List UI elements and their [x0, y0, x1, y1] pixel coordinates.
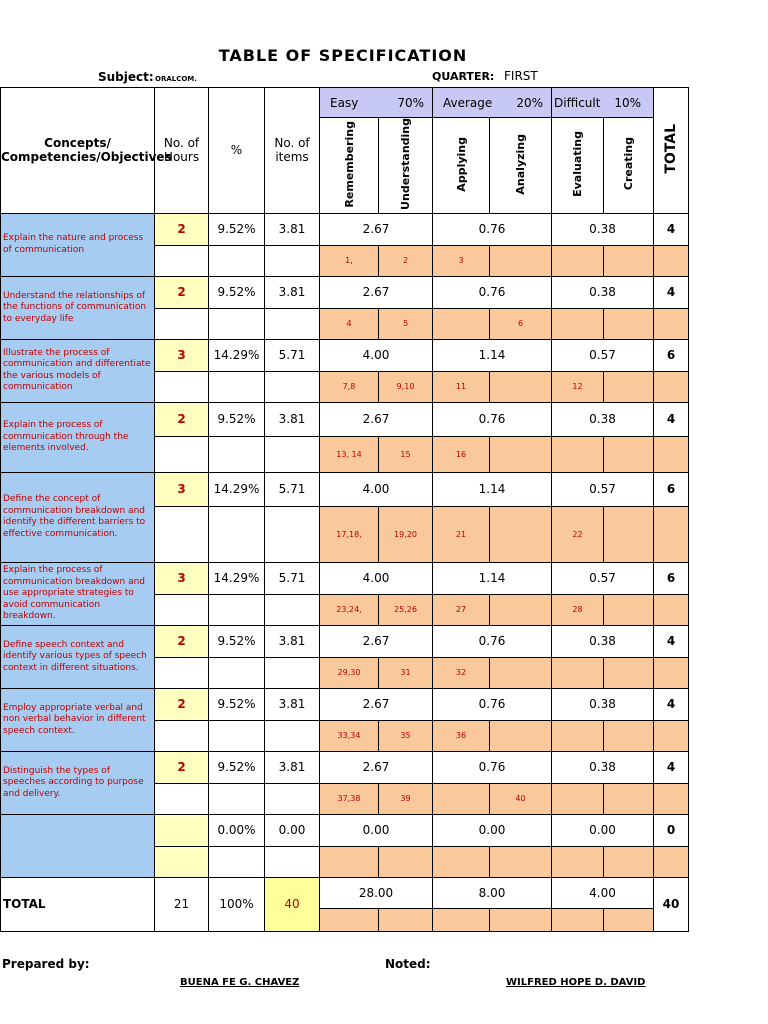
applying-items: 11 — [433, 371, 490, 402]
remembering-items: 29,30 — [320, 657, 379, 688]
blank-cell — [379, 908, 433, 931]
evaluating-items — [552, 308, 604, 339]
header-easy — [320, 88, 433, 118]
blank-cell — [155, 436, 209, 472]
remembering-items — [320, 846, 379, 877]
evaluating-items — [552, 783, 604, 814]
row-total: 4 — [654, 402, 689, 436]
header-percent: % — [209, 88, 265, 214]
average-value: 0.76 — [433, 625, 552, 657]
blank-cell — [654, 783, 689, 814]
easy-value: 4.00 — [320, 339, 433, 371]
items-cell: 3.81 — [265, 688, 320, 720]
noted-name: WILFRED HOPE D. DAVID — [506, 977, 646, 988]
easy-value: 2.67 — [320, 402, 433, 436]
competency-row — [1, 814, 689, 846]
difficult-value: 0.38 — [552, 751, 654, 783]
average-label: Average — [443, 95, 493, 110]
remembering-items: 17,18, — [320, 506, 379, 562]
prepared-name: BUENA FE G. CHAVEZ — [180, 977, 300, 988]
header-understanding: Understanding — [379, 118, 433, 214]
quarter-value: FIRST — [504, 69, 538, 83]
remembering-items: 33,34 — [320, 720, 379, 751]
competency-text: Illustrate the process of communication and differentiate the various models of communication — [1, 339, 155, 402]
competency-text: Explain the nature and process of communication — [1, 213, 155, 276]
blank-cell — [552, 908, 604, 931]
hours-cell: 2 — [155, 213, 209, 245]
average-value: 1.14 — [433, 339, 552, 371]
creating-items — [604, 783, 654, 814]
hours-cell: 2 — [155, 625, 209, 657]
quarter-label: QUARTER: — [432, 70, 495, 83]
competency-row — [1, 562, 689, 594]
totals-items: 40 — [265, 877, 320, 931]
applying-items: 16 — [433, 436, 490, 472]
blank-cell — [654, 720, 689, 751]
blank-cell — [209, 720, 265, 751]
blank-cell — [654, 371, 689, 402]
totals-easy: 28.00 — [320, 877, 433, 908]
row-total: 4 — [654, 751, 689, 783]
difficult-value: 0.38 — [552, 402, 654, 436]
items-cell: 3.81 — [265, 276, 320, 308]
blank-cell — [265, 846, 320, 877]
header-creating: Creating — [604, 118, 654, 214]
blank-cell — [209, 506, 265, 562]
analyzing-items — [490, 506, 552, 562]
understanding-items: 15 — [379, 436, 433, 472]
easy-label: Easy — [330, 95, 359, 110]
average-value: 0.76 — [433, 402, 552, 436]
easy-pct: 70% — [397, 95, 424, 110]
competency-text: Explain the process of communication breakdown and use appropriate strategies to avoid communication breakdown. — [1, 562, 155, 625]
understanding-items: 9,10 — [379, 371, 433, 402]
easy-value: 2.67 — [320, 276, 433, 308]
percent-cell: 9.52% — [209, 276, 265, 308]
competency-row — [1, 751, 689, 783]
remembering-items: 37,38 — [320, 783, 379, 814]
evaluating-items — [552, 720, 604, 751]
applying-items — [433, 308, 490, 339]
average-value: 1.14 — [433, 562, 552, 594]
blank-cell — [265, 720, 320, 751]
blank-cell — [490, 908, 552, 931]
percent-cell: 14.29% — [209, 472, 265, 506]
average-pct: 20% — [516, 95, 544, 110]
analyzing-items — [490, 720, 552, 751]
blank-cell — [155, 308, 209, 339]
analyzing-items — [490, 846, 552, 877]
noted-label: Noted: — [385, 957, 431, 971]
blank-cell — [155, 657, 209, 688]
difficult-value: 0.38 — [552, 276, 654, 308]
competency-row — [1, 688, 689, 720]
hours-cell: 2 — [155, 688, 209, 720]
row-total: 4 — [654, 688, 689, 720]
understanding-items: 39 — [379, 783, 433, 814]
header-difficult — [552, 88, 654, 118]
understanding-items: 31 — [379, 657, 433, 688]
blank-cell — [265, 371, 320, 402]
percent-cell: 14.29% — [209, 562, 265, 594]
average-value: 0.76 — [433, 688, 552, 720]
creating-items — [604, 506, 654, 562]
competency-row — [1, 472, 689, 506]
items-cell: 3.81 — [265, 402, 320, 436]
remembering-items: 1, — [320, 245, 379, 276]
items-cell: 3.81 — [265, 625, 320, 657]
creating-items — [604, 308, 654, 339]
row-total: 0 — [654, 814, 689, 846]
percent-cell: 9.52% — [209, 688, 265, 720]
hours-cell: 3 — [155, 562, 209, 594]
competency-text: Employ appropriate verbal and non verbal behavior in different speech context. — [1, 688, 155, 751]
totals-row — [1, 877, 689, 908]
blank-cell — [654, 245, 689, 276]
creating-items — [604, 371, 654, 402]
blank-cell — [654, 846, 689, 877]
competency-row — [1, 625, 689, 657]
creating-items — [604, 594, 654, 625]
competency-text: Define the concept of communication breakdown and identify the different barriers to effective communication. — [1, 472, 155, 562]
competency-text: Explain the process of communication through the elements involved. — [1, 402, 155, 472]
competency-row — [1, 402, 689, 436]
evaluating-items — [552, 657, 604, 688]
easy-value: 2.67 — [320, 213, 433, 245]
blank-cell — [265, 783, 320, 814]
understanding-items: 2 — [379, 245, 433, 276]
difficult-value: 0.57 — [552, 562, 654, 594]
blank-cell — [265, 657, 320, 688]
page-title: TABLE OF SPECIFICATION — [218, 46, 468, 65]
blank-cell — [155, 720, 209, 751]
blank-cell — [155, 371, 209, 402]
understanding-items: 25,26 — [379, 594, 433, 625]
creating-items — [604, 720, 654, 751]
specification-table — [0, 87, 689, 932]
blank-cell — [209, 436, 265, 472]
easy-value: 4.00 — [320, 562, 433, 594]
blank-cell — [654, 594, 689, 625]
evaluating-items: 12 — [552, 371, 604, 402]
applying-items — [433, 846, 490, 877]
analyzing-items — [490, 245, 552, 276]
row-total: 6 — [654, 562, 689, 594]
difficult-value: 0.38 — [552, 625, 654, 657]
understanding-items: 5 — [379, 308, 433, 339]
header-hours: No. of Hours — [155, 88, 209, 214]
remembering-items: 7,8 — [320, 371, 379, 402]
blank-cell — [209, 783, 265, 814]
percent-cell: 0.00% — [209, 814, 265, 846]
evaluating-items — [552, 846, 604, 877]
competency-text — [1, 814, 155, 877]
row-total: 6 — [654, 339, 689, 371]
blank-cell — [654, 657, 689, 688]
creating-items — [604, 436, 654, 472]
understanding-items: 19,20 — [379, 506, 433, 562]
blank-cell — [654, 436, 689, 472]
header-concepts: Concepts/ Competencies/Objectives — [1, 88, 155, 214]
blank-cell — [604, 908, 654, 931]
blank-cell — [265, 506, 320, 562]
row-total: 4 — [654, 213, 689, 245]
hours-cell: 2 — [155, 751, 209, 783]
items-cell: 3.81 — [265, 213, 320, 245]
applying-items: 27 — [433, 594, 490, 625]
blank-cell — [654, 308, 689, 339]
applying-items — [433, 783, 490, 814]
easy-value: 4.00 — [320, 472, 433, 506]
understanding-items — [379, 846, 433, 877]
blank-cell — [654, 506, 689, 562]
totals-difficult: 4.00 — [552, 877, 654, 908]
header-average — [433, 88, 552, 118]
items-cell: 5.71 — [265, 339, 320, 371]
hours-cell: 2 — [155, 276, 209, 308]
creating-items — [604, 657, 654, 688]
creating-items — [604, 245, 654, 276]
difficult-value: 0.00 — [552, 814, 654, 846]
totals-label: TOTAL — [1, 877, 155, 931]
applying-items: 36 — [433, 720, 490, 751]
difficult-value: 0.38 — [552, 213, 654, 245]
percent-cell: 14.29% — [209, 339, 265, 371]
evaluating-items — [552, 245, 604, 276]
items-cell: 0.00 — [265, 814, 320, 846]
competency-text: Distinguish the types of speeches according to purpose and delivery. — [1, 751, 155, 814]
items-cell: 5.71 — [265, 562, 320, 594]
blank-cell — [209, 245, 265, 276]
row-total: 4 — [654, 625, 689, 657]
average-value: 0.76 — [433, 276, 552, 308]
hours-cell: 3 — [155, 472, 209, 506]
easy-value: 2.67 — [320, 751, 433, 783]
remembering-items: 13, 14 — [320, 436, 379, 472]
header-remembering: Remembering — [320, 118, 379, 214]
competency-row — [1, 276, 689, 308]
items-cell: 3.81 — [265, 751, 320, 783]
creating-items — [604, 846, 654, 877]
blank-cell — [209, 657, 265, 688]
competency-row — [1, 213, 689, 245]
hours-cell: 3 — [155, 339, 209, 371]
easy-value: 0.00 — [320, 814, 433, 846]
applying-items: 3 — [433, 245, 490, 276]
average-value: 1.14 — [433, 472, 552, 506]
difficult-value: 0.57 — [552, 472, 654, 506]
percent-cell: 9.52% — [209, 625, 265, 657]
average-value: 0.76 — [433, 751, 552, 783]
percent-cell: 9.52% — [209, 402, 265, 436]
header-applying: Applying — [433, 118, 490, 214]
easy-value: 2.67 — [320, 688, 433, 720]
row-total: 4 — [654, 276, 689, 308]
competency-row — [1, 339, 689, 371]
subject-label: Subject: — [98, 70, 154, 84]
percent-cell: 9.52% — [209, 213, 265, 245]
difficult-value: 0.38 — [552, 688, 654, 720]
blank-cell — [265, 436, 320, 472]
row-total: 6 — [654, 472, 689, 506]
easy-value: 2.67 — [320, 625, 433, 657]
blank-cell — [209, 308, 265, 339]
blank-cell — [209, 594, 265, 625]
blank-cell — [265, 308, 320, 339]
difficult-label: Difficult — [554, 95, 601, 110]
blank-cell — [155, 245, 209, 276]
grand-total: 40 — [654, 877, 689, 931]
evaluating-items: 28 — [552, 594, 604, 625]
percent-cell: 9.52% — [209, 751, 265, 783]
header-evaluating: Evaluating — [552, 118, 604, 214]
blank-cell — [320, 908, 379, 931]
evaluating-items — [552, 436, 604, 472]
difficult-pct: 10% — [614, 95, 642, 110]
difficult-value: 0.57 — [552, 339, 654, 371]
blank-cell — [209, 846, 265, 877]
blank-cell — [155, 506, 209, 562]
prepared-label: Prepared by: — [2, 957, 90, 971]
applying-items: 32 — [433, 657, 490, 688]
analyzing-items: 40 — [490, 783, 552, 814]
average-value: 0.00 — [433, 814, 552, 846]
items-cell: 5.71 — [265, 472, 320, 506]
header-analyzing: Analyzing — [490, 118, 552, 214]
blank-cell — [209, 371, 265, 402]
analyzing-items: 6 — [490, 308, 552, 339]
blank-cell — [155, 846, 209, 877]
totals-average: 8.00 — [433, 877, 552, 908]
competency-text: Define speech context and identify various types of speech context in different situations. — [1, 625, 155, 688]
blank-cell — [265, 594, 320, 625]
understanding-items: 35 — [379, 720, 433, 751]
remembering-items: 23,24, — [320, 594, 379, 625]
analyzing-items — [490, 436, 552, 472]
applying-items: 21 — [433, 506, 490, 562]
evaluating-items: 22 — [552, 506, 604, 562]
average-value: 0.76 — [433, 213, 552, 245]
competency-text: Understand the relationships of the functions of communication to everyday life — [1, 276, 155, 339]
subject-value: ORALCOM. — [155, 75, 197, 83]
hours-cell: 2 — [155, 402, 209, 436]
blank-cell — [433, 908, 490, 931]
blank-cell — [265, 245, 320, 276]
analyzing-items — [490, 371, 552, 402]
totals-hours: 21 — [155, 877, 209, 931]
blank-cell — [155, 783, 209, 814]
analyzing-items — [490, 657, 552, 688]
blank-cell — [155, 594, 209, 625]
remembering-items: 4 — [320, 308, 379, 339]
header-items: No. of items — [265, 88, 320, 214]
hours-cell — [155, 814, 209, 846]
analyzing-items — [490, 594, 552, 625]
totals-percent: 100% — [209, 877, 265, 931]
header-total: TOTAL — [654, 88, 689, 214]
